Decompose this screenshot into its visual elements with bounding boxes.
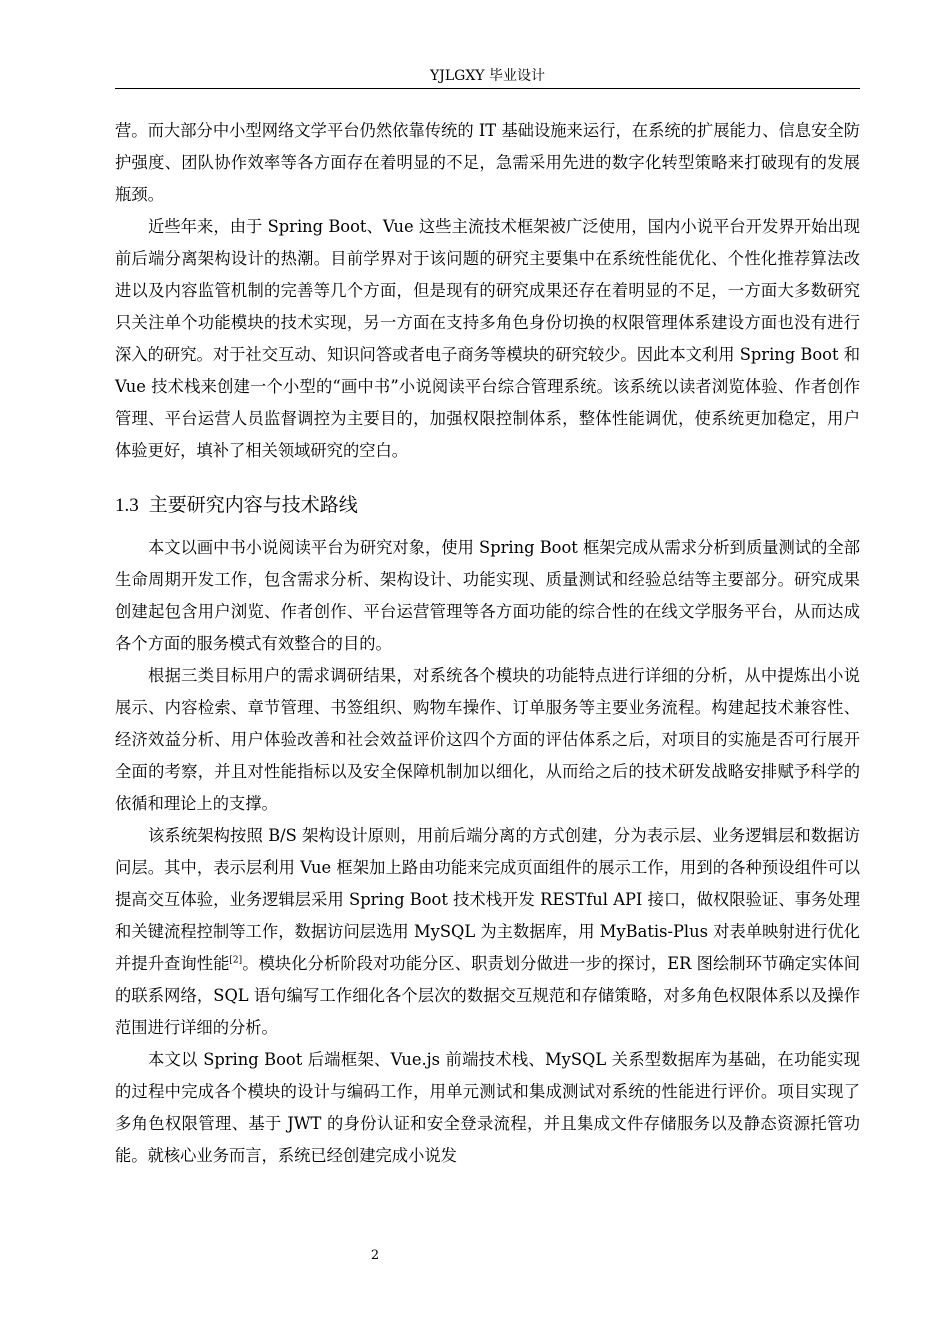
body-text xyxy=(115,115,860,1172)
architecture-text-a: 该系统架构按照 B/S 架构设计原则，用前后端分离的方式创建，分为表示层、业务逻辑层和数据访问层。其中，表示层利用 Vue 框架加上路由功能来完成页面组件的展示工作，用到的各种预设组件可以提高交互体验，业务逻辑层采用 Spring Boot 技术栈开发 RESTful API 接口，做权限验证、事务处理和关键流程控制等工作，数据访问层选用 MySQL 为主数据库，用 MyBatis-Plus 对表单映射进行优化并提升查询性能 xyxy=(115,826,860,973)
page-header: YJLGXY 毕业设计 xyxy=(430,68,545,84)
header-rule xyxy=(115,88,860,89)
paragraph-requirements: 根据三类目标用户的需求调研结果，对系统各个模块的功能特点进行详细的分析，从中提炼出小说展示、内容检索、章节管理、书签组织、购物车操作、订单服务等主要业务流程。构建起技术兼容性、经济效益分析、用户体验改善和社会效益评价这四个方面的评估体系之后，对项目的实施是否可行展开全面的考察，并且对性能指标以及安全保障机制加以细化，从而给之后的技术研发战略安排赋予科学的依循和理论上的支撑。 xyxy=(115,666,860,813)
paragraph-background: 近些年来，由于 Spring Boot、Vue 这些主流技术框架被广泛使用，国内小说平台开发界开始出现前后端分离架构设计的热潮。目前学界对于该问题的研究主要集中在系统性能优化、个性化推荐算法改进以及内容监管机制的完善等几个方面，但是现有的研究成果还存在着明显的不足，一方面大多数研究只关注单个功能模块的技术实现，另一方面在支持多角色身份切换的权限管理体系建设方面也没有进行深入的研究。对于社交互动、知识问答或者电子商务等模块的研究较少。因此本文利用 Spring Boot 和 Vue 技术栈来创建一个小型的“画中书”小说阅读平台综合管理系统。该系统以读者浏览体验、作者创作管理、平台运营人员监督调控为主要目的，加强权限控制体系，整体性能调优，使系统更加稳定，用户体验更好，填补了相关领域研究的空白。 xyxy=(115,217,860,460)
paragraph-architecture xyxy=(115,820,860,1044)
paragraph-implementation: 本文以 Spring Boot 后端框架、Vue.js 前端技术栈、MySQL 关系型数据库为基础，在功能实现的过程中完成各个模块的设计与编码工作，用单元测试和集成测试对系统的性能进行评价。项目实现了多角色权限管理、基于 JWT 的身份认证和安全登录流程，并且集成文件存储服务以及静态资源托管功能。就核心业务而言，系统已经创建完成小说发 xyxy=(115,1050,860,1165)
architecture-text-b: 。模块化分析阶段对功能分区、职责划分做进一步的探讨，ER 图绘制环节确定实体间的联系网络，SQL 语句编写工作细化各个层次的数据交互规范和存储策略，对多角色权限体系以及操作范围进行详细的分析。 xyxy=(115,954,860,1037)
section-number: 1.3 xyxy=(115,495,139,516)
citation-ref[interactable]: [2] xyxy=(229,955,243,966)
paragraph-research-object: 本文以画中书小说阅读平台为研究对象，使用 Spring Boot 框架完成从需求分析到质量测试的全部生命周期开发工作，包含需求分析、架构设计、功能实现、质量测试和经验总结等主要部分。研究成果创建起包含用户浏览、作者创作、平台运营管理等各方面功能的综合性的在线文学服务平台，从而达成各个方面的服务模式有效整合的目的。 xyxy=(115,538,860,653)
page-number: 2 xyxy=(370,1248,380,1263)
section-title: 主要研究内容与技术路线 xyxy=(148,494,358,516)
paragraph-continuation: 营。而大部分中小型网络文学平台仍然依靠传统的 IT 基础设施来运行，在系统的扩展能力、信息安全防护强度、团队协作效率等各方面存在着明显的不足，急需采用先进的数字化转型策略来打破现有的发展瓶颈。 xyxy=(115,121,860,204)
section-heading xyxy=(115,489,860,522)
